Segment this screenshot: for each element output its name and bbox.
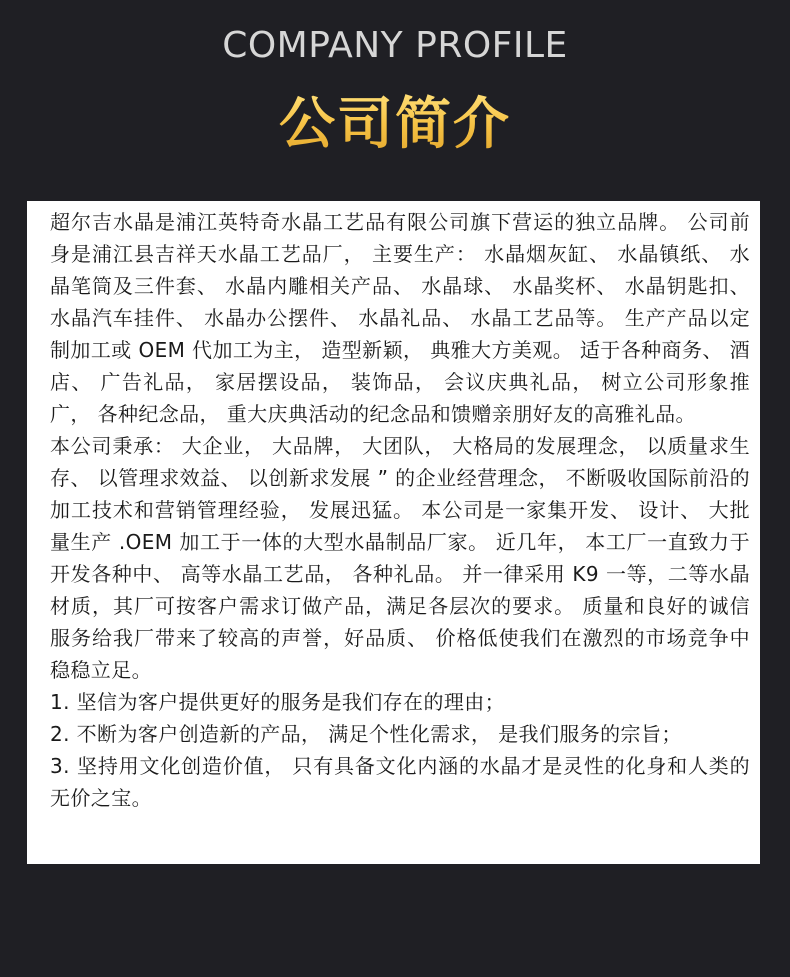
section-title-chinese: 公司简介 [0, 90, 790, 160]
philosophy-paragraph: 本公司秉承： 大企业， 大品牌， 大团队， 大格局的发展理念， 以质量求生存、 以管理求效益、 以创新求发展 ” 的企业经营理念， 不断吸收国际前沿的加工技术和营销管理经验， 发展迅猛。 本公司是一家集开发、 设计、 大批量生产 .OEM 加工于一体的大型水晶制品厂家。 近几年， 本工厂一直致力于开发各种中、 高等水晶工艺品， 各种礼品。 并一律采用 K9 一等，二等水晶材质，其厂可按客户需求订做产品，满足各层次的要求。 质量和良好的诚信服务给我厂带来了较高的声誉，好品质、 价格低使我们在激烈的市场竞争中稳稳立足。 [50, 434, 750, 682]
principle-item-3: 3. 坚持用文化创造价值， 只有具备文化内涵的水晶才是灵性的化身和人类的无价之宝。 [50, 754, 750, 810]
section-title-english: COMPANY PROFILE [222, 25, 568, 66]
principle-item-1: 1. 坚信为客户提供更好的服务是我们存在的理由； [50, 690, 506, 714]
intro-paragraph: 超尔吉水晶是浦江英特奇水晶工艺品有限公司旗下营运的独立品牌。 公司前身是浦江县吉祥天水晶工艺品厂， 主要生产： 水晶烟灰缸、 水晶镇纸、 水晶笔筒及三件套、 水晶内雕相关产品、 水晶球、 水晶奖杯、 水晶钥匙扣、 水晶汽车挂件、 水晶办公摆件、 水晶礼品、 水晶工艺品等。 生产产品以定制加工或 OEM 代加工为主， 造型新颖， 典雅大方美观。 适于各种商务、 酒店、 广告礼品， 家居摆设品， 装饰品， 会议庆典礼品， 树立公司形象推广， 各种纪念品， 重大庆典活动的纪念品和馈赠亲朋好友的高雅礼品。 [50, 210, 750, 426]
company-profile-card [27, 201, 760, 864]
principle-item-2: 2. 不断为客户创造新的产品， 满足个性化需求， 是我们服务的宗旨； [50, 722, 682, 746]
